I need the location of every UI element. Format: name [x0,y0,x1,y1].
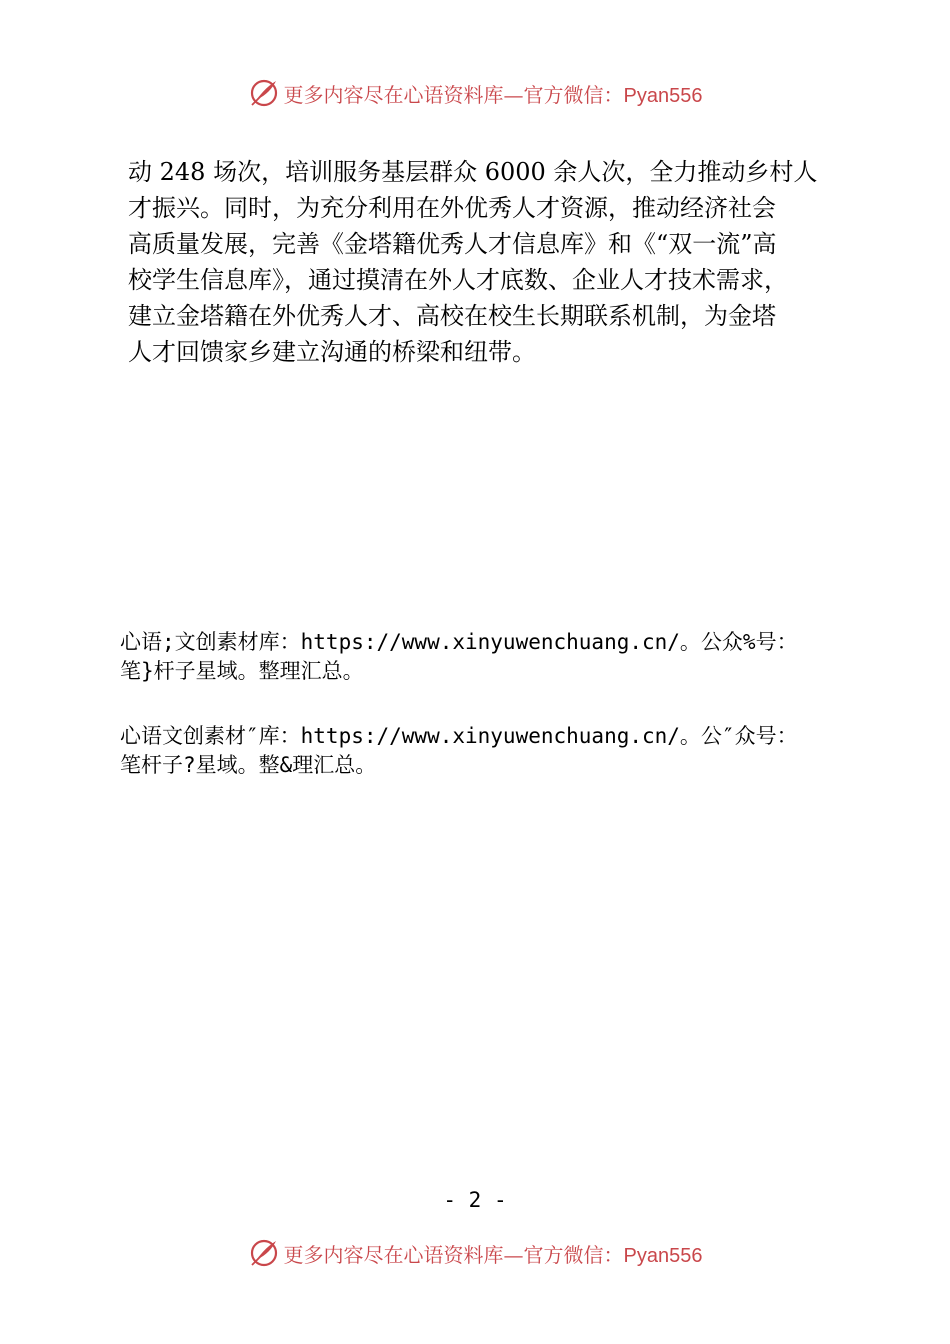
source-note-line: 笔}杆子星域。整理汇总。 [120,659,364,683]
quill-pen-logo-icon [248,77,280,109]
body-line: 动 248 场次，培训服务基层群众 6000 余人次，全力推动乡村人 [128,158,818,186]
body-line: 人才回馈家乡建立沟通的桥梁和纽带。 [128,338,536,366]
header-banner-text [284,79,703,108]
header-banner [0,73,950,113]
body-line: 才振兴。同时，为充分利用在外优秀人才资源，推动经济社会 [128,194,776,222]
page-number: - 2 - [443,1188,507,1212]
header-wechat-id: Pyan556 [623,84,703,107]
source-note-line: 笔杆子?星域。整&理汇总。 [120,753,377,777]
source-note-line: 心语文创素材″库：https://www.xinyuwenchuang.cn/。公″众号： [120,724,798,748]
footer-wechat-id: Pyan556 [623,1244,703,1267]
footer-banner-label: 更多内容尽在心语资料库—官方微信： [283,1242,624,1267]
source-note [120,722,860,780]
footer-banner [0,1233,950,1273]
source-note [120,628,860,686]
body-line: 高质量发展，完善《金塔籍优秀人才信息库》和《“双一流”高 [128,230,777,258]
body-paragraph [128,154,828,370]
source-note-line: 心语;文创素材库：https://www.xinyuwenchuang.cn/。公众%号： [120,630,798,654]
footer-banner-text [284,1239,703,1268]
body-line: 校学生信息库》，通过摸清在外人才底数、企业人才技术需求， [128,266,788,294]
header-banner-label: 更多内容尽在心语资料库—官方微信： [283,82,624,107]
body-line: 建立金塔籍在外优秀人才、高校在校生长期联系机制，为金塔 [128,302,776,330]
quill-pen-logo-icon [248,1237,280,1269]
